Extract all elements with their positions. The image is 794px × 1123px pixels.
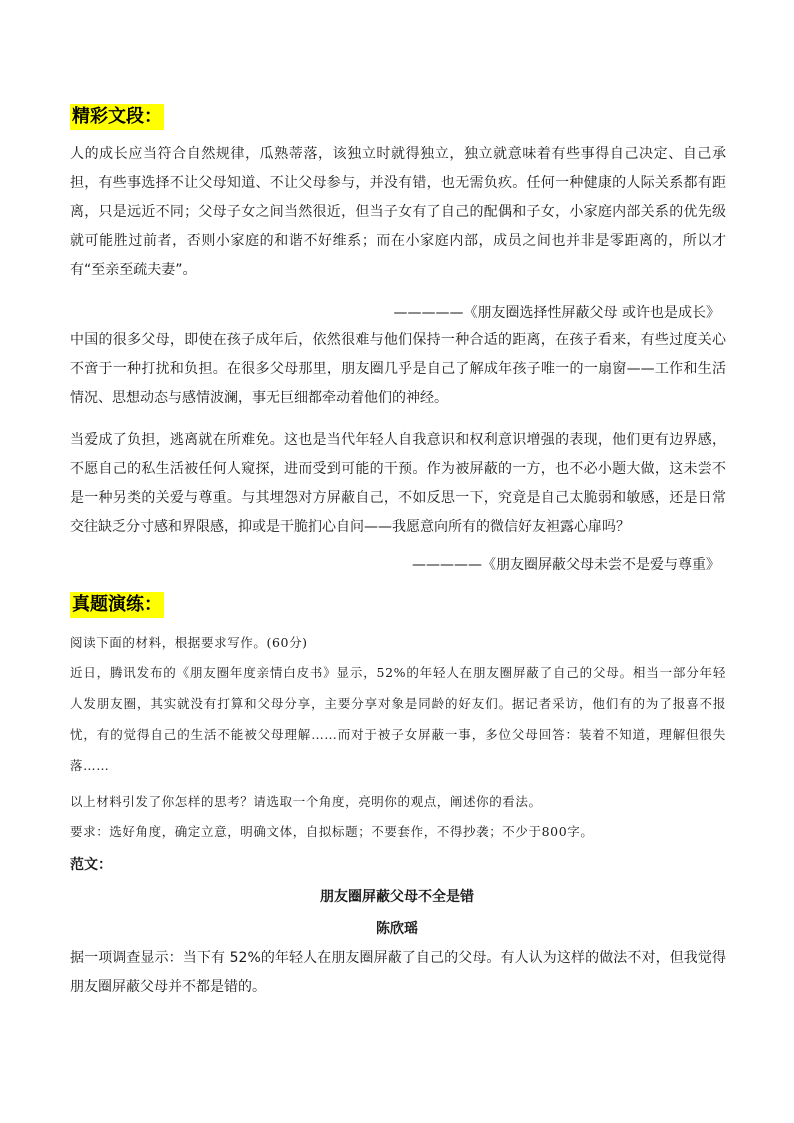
section-heading-highlights: 精彩文段： xyxy=(70,104,164,130)
excerpt-attribution-1: —————《朋友圈选择性屏蔽父母 或许也是成长》 xyxy=(393,305,720,321)
essay-paragraph-1: 据一项调查显示：当下有 52%的年轻人在朋友圈屏蔽了自己的父母。有人认为这样的做法不对，但我觉得朋友圈屏蔽父母并不都是错的。 xyxy=(70,950,726,995)
excerpt-paragraph-2: 中国的很多父母，即使在孩子成年后，依然很难与他们保持一种合适的距离，在孩子看来，有些过度关心不啻于一种打扰和负担。在很多父母那里，朋友圈几乎是自己了解成年孩子唯一的一扇窗——工作和生活情况、思想动态与感情波澜，事无巨细都牵动着他们的神经。 xyxy=(70,332,726,406)
section-heading-practice: 真题演练： xyxy=(70,592,164,618)
question-requirements: 要求：选好角度，确定立意，明确文体，自拟标题；不要套作，不得抄袭；不少于800字。 xyxy=(70,824,594,839)
excerpt-paragraph-1: 人的成长应当符合自然规律，瓜熟蒂落，该独立时就得独立，独立就意味着有些事得自己决定、自己承担，有些事选择不让父母知道、不让父母参与，并没有错，也无需负疚。任何一种健康的人际关系都有距离，只是远近不同；父母子女之间当然很近，但当子女有了自己的配偶和子女，小家庭内部关系的优先级就可能胜过前者，否则小家庭的和谐不好维系；而在小家庭内部，成员之间也并非是零距离的，所以才有“至亲至疏夫妻”。 xyxy=(70,146,726,278)
essay-author: 陈欣瑶 xyxy=(376,921,418,937)
essay-title: 朋友圈屏蔽父母不全是错 xyxy=(320,889,474,905)
excerpt-paragraph-3: 当爱成了负担，逃离就在所难免。这也是当代年轻人自我意识和权利意识增强的表现，他们更有边界感，不愿自己的私生活被任何人窥探，进而受到可能的干预。作为被屏蔽的一方，也不必小题大做，这未尝不是一种另类的关爱与尊重。与其埋怨对方屏蔽自己，不如反思一下，究竟是自己太脆弱和敏感，还是日常交往缺乏分寸感和界限感，抑或是干脆扪心自问——我愿意向所有的微信好友袒露心扉吗？ xyxy=(70,432,726,535)
sample-label: 范文： xyxy=(70,857,112,873)
question-prompt: 以上材料引发了你怎样的思考？请选取一个角度，亮明你的观点，阐述你的看法。 xyxy=(70,794,542,809)
question-intro: 阅读下面的材料，根据要求写作。(60分) xyxy=(70,635,308,650)
question-material: 近日，腾讯发布的《朋友圈年度亲情白皮书》显示，52%的年轻人在朋友圈屏蔽了自己的父母。相当一部分年轻人发朋友圈，其实就没有打算和父母分享，主要分享对象是同龄的好友们。据记者采访，他们有的为了报喜不报忧，有的觉得自己的生活不能被父母理解……而对于被子女屏蔽一事，多位父母回答：装着不知道，理解但很失落…… xyxy=(70,665,726,773)
excerpt-attribution-2: —————《朋友圈屏蔽父母未尝不是爱与尊重》 xyxy=(412,557,720,573)
